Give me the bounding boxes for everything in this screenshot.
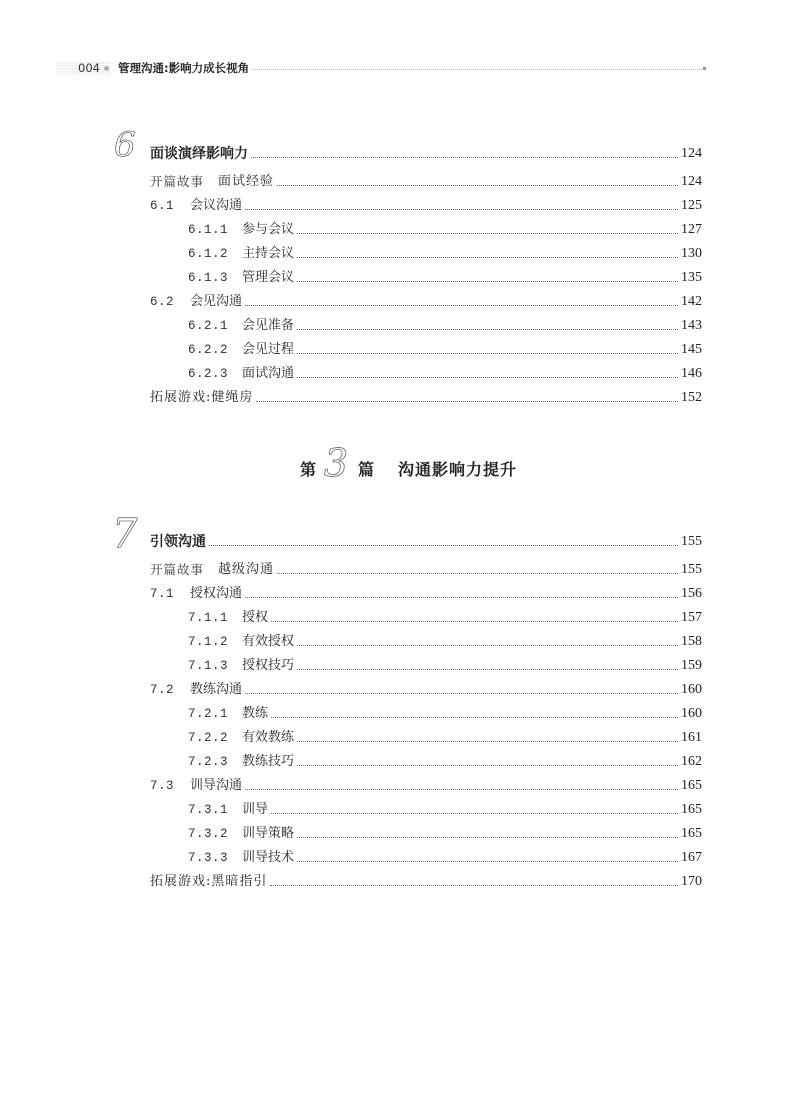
toc-section[interactable] <box>150 190 702 214</box>
subsection-number: 6.2.2 <box>188 343 229 357</box>
page-ref: 127 <box>681 222 702 237</box>
section-number: 7.1 <box>150 587 175 601</box>
section-number: 7.3 <box>150 779 175 793</box>
toc-subsection[interactable] <box>188 310 702 334</box>
subsection-title: 会见过程 <box>242 342 295 357</box>
dot-leader <box>297 353 678 354</box>
game-title: 拓展游戏:黑暗指引 <box>150 874 268 889</box>
subsection-number: 7.2.1 <box>188 707 229 721</box>
toc-subsection[interactable] <box>188 214 702 238</box>
dot-leader <box>271 717 678 718</box>
dot-leader <box>297 741 678 742</box>
toc-subsection[interactable] <box>188 626 702 650</box>
toc-extension-game[interactable] <box>150 866 702 890</box>
toc-subsection[interactable] <box>188 358 702 382</box>
subsection-number: 7.1.3 <box>188 659 229 673</box>
chapter-number: 6 <box>114 125 136 165</box>
part-title: 沟通影响力提升 <box>398 460 518 479</box>
dot-leader <box>297 233 678 234</box>
dot-leader <box>271 621 678 622</box>
section-title: 授权沟通 <box>190 586 243 601</box>
dot-leader <box>245 597 678 598</box>
dot-leader <box>297 765 678 766</box>
toc-extension-game[interactable] <box>150 382 702 406</box>
page-ref: 130 <box>681 246 702 261</box>
subsection-title: 有效授权 <box>242 634 295 649</box>
toc-section[interactable] <box>150 578 702 602</box>
page-ref: 167 <box>681 850 702 865</box>
subsection-number: 6.1.2 <box>188 247 229 261</box>
page-ref: 145 <box>681 342 702 357</box>
opening-title: 越级沟通 <box>218 562 275 577</box>
chapter-title: 面谈演绎影响力 <box>150 146 248 162</box>
toc-section[interactable] <box>150 770 702 794</box>
dot-leader <box>245 789 678 790</box>
section-number: 7.2 <box>150 683 175 697</box>
subsection-number: 7.2.2 <box>188 731 229 745</box>
dot-leader <box>209 545 678 546</box>
subsection-number: 6.2.3 <box>188 367 229 381</box>
subsection-number: 7.3.2 <box>188 827 229 841</box>
toc-opening-story[interactable] <box>150 166 702 190</box>
toc-subsection[interactable] <box>188 262 702 286</box>
subsection-number: 6.1.3 <box>188 271 229 285</box>
dot-leader <box>251 157 678 158</box>
page-ref: 155 <box>681 534 702 549</box>
page-ref: 165 <box>681 778 702 793</box>
page-ref: 165 <box>681 826 702 841</box>
page-ref: 160 <box>681 706 702 721</box>
subsection-title: 训导策略 <box>242 826 295 841</box>
subsection-title: 训导 <box>242 802 269 817</box>
page-ref: 158 <box>681 634 702 649</box>
dot-leader <box>297 645 678 646</box>
page-ref: 159 <box>681 658 702 673</box>
page-ref: 160 <box>681 682 702 697</box>
subsection-title: 授权 <box>242 610 269 625</box>
dot-leader <box>297 861 678 862</box>
toc-section[interactable] <box>150 286 702 310</box>
page-ref: 124 <box>681 174 702 189</box>
toc-section[interactable] <box>150 674 702 698</box>
section-title: 教练沟通 <box>190 682 243 697</box>
game-title: 拓展游戏:健绳房 <box>150 390 254 405</box>
part-suffix: 篇 <box>358 460 375 479</box>
page-ref: 155 <box>681 562 702 577</box>
toc-subsection[interactable] <box>188 818 702 842</box>
subsection-title: 管理会议 <box>242 270 295 285</box>
toc-subsection[interactable] <box>188 238 702 262</box>
header-bullet <box>104 66 109 71</box>
header-rule <box>246 69 702 70</box>
dot-leader <box>297 669 678 670</box>
section-number: 6.2 <box>150 295 175 309</box>
subsection-title: 参与会议 <box>242 222 295 237</box>
header-rule-end <box>703 67 706 70</box>
toc-chapter-entry[interactable] <box>150 526 702 550</box>
toc-chapter-entry[interactable] <box>150 138 702 162</box>
page-ref: 152 <box>681 390 702 405</box>
section-number: 6.1 <box>150 199 175 213</box>
toc-subsection[interactable] <box>188 746 702 770</box>
page-ref: 146 <box>681 366 702 381</box>
subsection-title: 教练 <box>242 706 269 721</box>
page-ref: 124 <box>681 146 702 161</box>
part-prefix: 第 <box>300 460 317 479</box>
dot-leader <box>271 813 678 814</box>
dot-leader <box>277 573 678 574</box>
subsection-title: 教练技巧 <box>242 754 295 769</box>
toc-subsection[interactable] <box>188 842 702 866</box>
section-title: 训导沟通 <box>190 778 243 793</box>
subsection-title: 会见准备 <box>242 318 295 333</box>
page-ref: 157 <box>681 610 702 625</box>
subsection-number: 7.2.3 <box>188 755 229 769</box>
dot-leader <box>297 257 678 258</box>
page-ref: 161 <box>681 730 702 745</box>
subsection-number: 7.3.1 <box>188 803 229 817</box>
opening-label: 开篇故事 <box>150 174 205 189</box>
chapter-title: 引领沟通 <box>150 534 206 550</box>
subsection-number: 6.2.1 <box>188 319 229 333</box>
toc-subsection[interactable] <box>188 650 702 674</box>
dot-leader <box>270 885 678 886</box>
dot-leader <box>297 837 678 838</box>
dot-leader <box>297 329 678 330</box>
book-title: 管理沟通:影响力成长视角 <box>118 59 253 77</box>
toc-subsection[interactable] <box>188 334 702 358</box>
subsection-title: 有效教练 <box>242 730 295 745</box>
chapter-number: 7 <box>112 511 138 557</box>
page-ref: 143 <box>681 318 702 333</box>
subsection-title: 面试沟通 <box>242 366 295 381</box>
section-title: 会议沟通 <box>190 198 243 213</box>
part-heading <box>290 441 550 488</box>
dot-leader <box>256 401 678 402</box>
dot-leader <box>245 693 678 694</box>
running-header <box>56 58 706 78</box>
subsection-number: 7.1.1 <box>188 611 229 625</box>
dot-leader <box>245 305 678 306</box>
toc-subsection[interactable] <box>188 602 702 626</box>
page-ref: 125 <box>681 198 702 213</box>
dot-leader <box>245 209 678 210</box>
part-number: 3 <box>324 441 349 485</box>
subsection-number: 6.1.1 <box>188 223 229 237</box>
toc-subsection[interactable] <box>188 698 702 722</box>
toc-subsection[interactable] <box>188 722 702 746</box>
subsection-title: 授权技巧 <box>242 658 295 673</box>
dot-leader <box>297 281 678 282</box>
page-ref: 156 <box>681 586 702 601</box>
dot-leader <box>297 377 678 378</box>
page-ref: 170 <box>681 874 702 889</box>
opening-label: 开篇故事 <box>150 562 205 577</box>
subsection-number: 7.3.3 <box>188 851 229 865</box>
toc-opening-story[interactable] <box>150 554 702 578</box>
page-ref: 142 <box>681 294 702 309</box>
page-ref: 165 <box>681 802 702 817</box>
toc-subsection[interactable] <box>188 794 702 818</box>
opening-title: 面试经验 <box>218 174 275 189</box>
page-ref: 135 <box>681 270 702 285</box>
dot-leader <box>277 185 678 186</box>
subsection-number: 7.1.2 <box>188 635 229 649</box>
page-ref: 162 <box>681 754 702 769</box>
section-title: 会见沟通 <box>190 294 243 309</box>
page-number: 004 <box>78 61 100 75</box>
subsection-title: 训导技术 <box>242 850 295 865</box>
subsection-title: 主持会议 <box>242 246 295 261</box>
